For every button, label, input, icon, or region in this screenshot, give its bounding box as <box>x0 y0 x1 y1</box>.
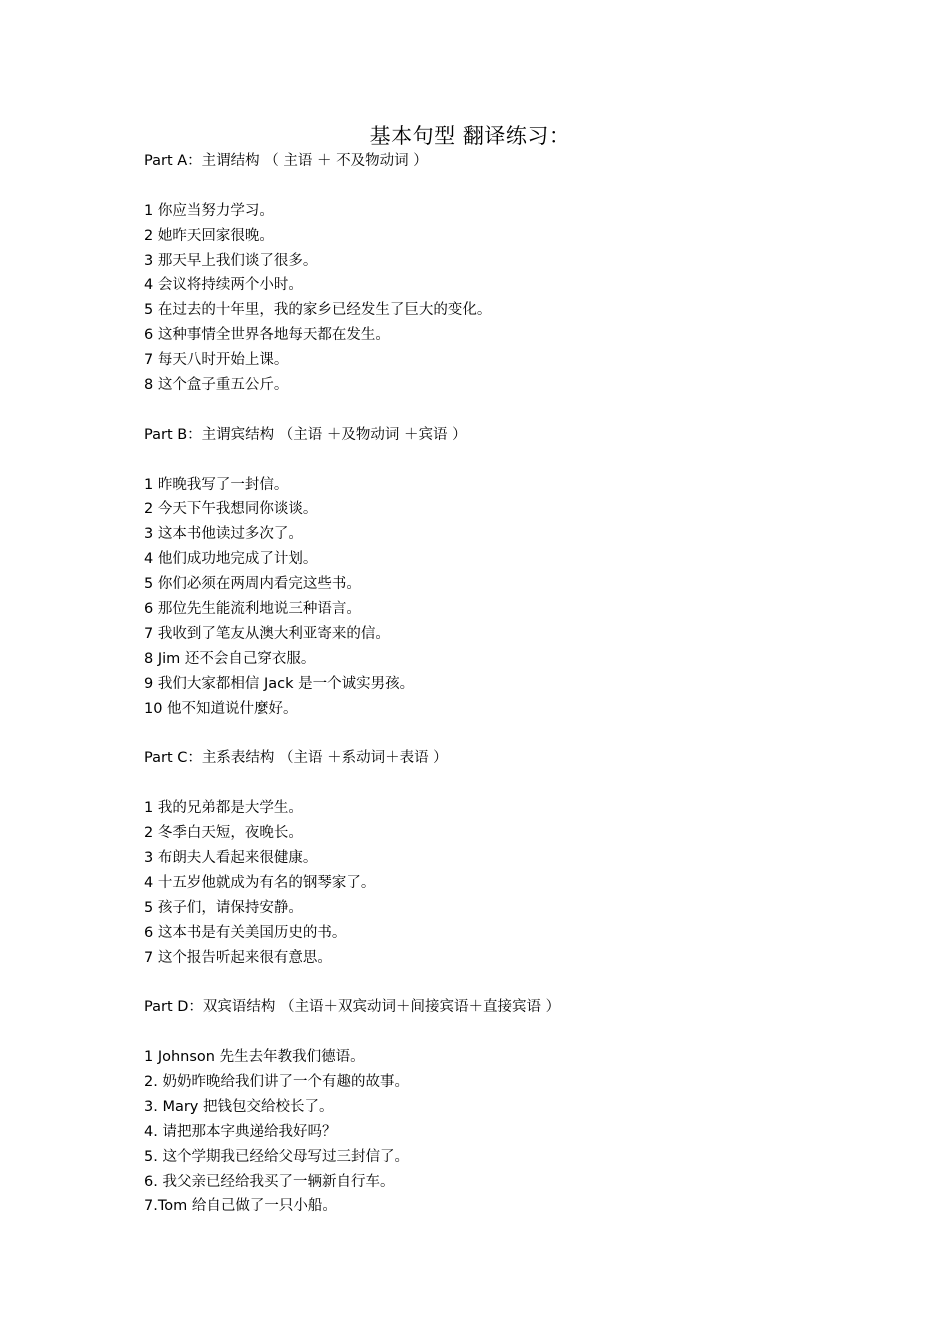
exercise-item: 7 我收到了笔友从澳大利亚寄来的信。 <box>144 625 390 642</box>
exercise-item: 3 这本书他读过多次了。 <box>144 526 303 543</box>
exercise-item: 1 我的兄弟都是大学生。 <box>144 800 303 817</box>
exercise-item: 7 每天八时开始上课。 <box>144 352 289 369</box>
exercise-item: 4. 请把那本字典递给我好吗？ <box>144 1123 337 1140</box>
exercise-item: 3 那天早上我们谈了很多。 <box>144 252 318 269</box>
exercise-item: 8 这个盒子重五公斤。 <box>144 377 289 394</box>
exercise-item: 4 十五岁他就成为有名的钢琴家了。 <box>144 874 376 891</box>
page-title: 基本句型 翻译练习： <box>369 124 571 148</box>
exercise-item: 1 昨晚我写了一封信。 <box>144 476 289 493</box>
exercise-item: 2 冬季白天短，夜晚长。 <box>144 825 303 842</box>
exercise-item: 2 今天下午我想同你谈谈。 <box>144 501 318 518</box>
section-heading: Part C：主系表结构 （主语 ＋系动词＋表语 ） <box>144 750 448 767</box>
exercise-content <box>144 149 904 1219</box>
exercise-item: 7 这个报告听起来很有意思。 <box>144 949 332 966</box>
exercise-item: 5 孩子们，请保持安静。 <box>144 899 303 916</box>
exercise-item: 8 Jim 还不会自己穿衣服。 <box>144 650 316 667</box>
exercise-item: 1 Johnson 先生去年教我们德语。 <box>144 1049 365 1066</box>
exercise-item: 4 他们成功地完成了计划。 <box>144 551 318 568</box>
section-heading: Part D：双宾语结构 （主语＋双宾动词＋间接宾语＋直接宾语 ） <box>144 999 561 1016</box>
exercise-item: 10 他不知道说什麼好。 <box>144 700 298 717</box>
exercise-item: 2 她昨天回家很晚。 <box>144 227 274 244</box>
exercise-item: 5 你们必须在两周内看完这些书。 <box>144 576 361 593</box>
exercise-item: 7.Tom 给自己做了一只小船。 <box>144 1198 337 1215</box>
exercise-item: 5. 这个学期我已经给父母写过三封信了。 <box>144 1148 409 1165</box>
section-part-d <box>144 995 904 1219</box>
exercise-item: 2. 奶奶昨晚给我们讲了一个有趣的故事。 <box>144 1073 409 1090</box>
section-part-b <box>144 423 904 722</box>
exercise-item: 6. 我父亲已经给我买了一辆新自行车。 <box>144 1173 395 1190</box>
exercise-item: 6 这种事情全世界各地每天都在发生。 <box>144 327 390 344</box>
exercise-item: 9 我们大家都相信 Jack 是一个诚实男孩。 <box>144 675 415 692</box>
section-heading: Part A：主谓结构 （ 主语 ＋ 不及物动词 ） <box>144 153 428 169</box>
exercise-item: 4 会议将持续两个小时。 <box>144 277 303 294</box>
section-part-a <box>144 149 904 398</box>
exercise-item: 3. Mary 把钱包交给校长了。 <box>144 1098 334 1115</box>
exercise-item: 5 在过去的十年里，我的家乡已经发生了巨大的变化。 <box>144 302 492 319</box>
section-part-c <box>144 746 904 970</box>
exercise-item: 6 这本书是有关美国历史的书。 <box>144 924 347 941</box>
exercise-item: 1 你应当努力学习。 <box>144 202 274 219</box>
exercise-item: 6 那位先生能流利地说三种语言。 <box>144 601 361 618</box>
exercise-item: 3 布朗夫人看起来很健康。 <box>144 849 318 866</box>
section-heading: Part B：主谓宾结构 （主语 ＋及物动词 ＋宾语 ） <box>144 426 467 443</box>
